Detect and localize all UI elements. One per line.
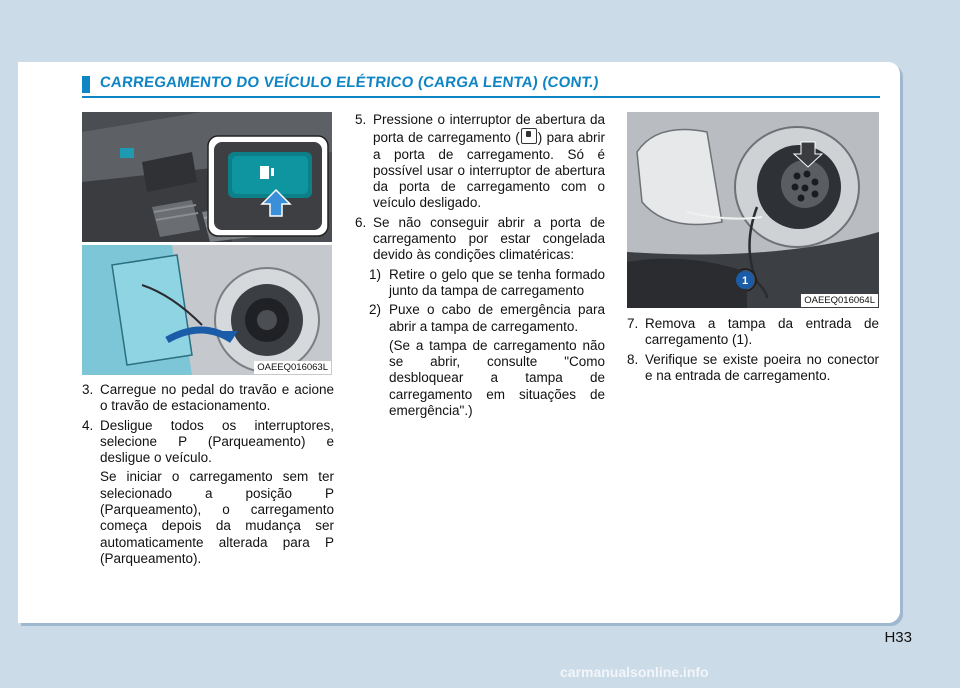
- step-7: [627, 316, 879, 349]
- step-5: [355, 112, 605, 212]
- section-header: [82, 74, 880, 96]
- charge-door-illustration: [82, 245, 332, 375]
- header-rule: [82, 96, 880, 98]
- section-title: CARREGAMENTO DO VEÍCULO ELÉTRICO (CARGA LENTA) (CONT.): [99, 74, 600, 91]
- column-3: [627, 316, 879, 387]
- step-4: [82, 418, 334, 467]
- step-4-text: Desligue todos os interruptores, selecione P (Parqueamento) e desligue o veículo.: [100, 417, 334, 466]
- step-6-sub-2: [369, 302, 605, 335]
- step-4-number: 4.: [82, 417, 94, 433]
- step-8-text: Verifique se existe poeira no conector e na entrada de carregamento.: [645, 351, 879, 383]
- figure-interior-switch: [82, 112, 332, 242]
- step-5-text-before: Pressione o interruptor de abertura da porta de carregamento (: [373, 112, 605, 146]
- step-6-sub-1: [369, 267, 605, 300]
- figure-charge-inlet: [627, 112, 879, 308]
- header-accent-bar: [82, 76, 90, 93]
- charge-inlet-illustration: [627, 112, 879, 308]
- step-3-text: Carregue no pedal do travão e acione o travão de estacionamento.: [100, 382, 334, 414]
- step-7-text: Remova a tampa da entrada de carregamento (1).: [645, 316, 879, 348]
- interior-switch-illustration: [82, 112, 332, 242]
- step-5-number: 5.: [355, 112, 367, 127]
- column-1: [82, 382, 334, 571]
- sub-2-text: Puxe o cabo de emergência para abrir a tampa de carregamento.: [389, 302, 605, 334]
- column-2: [355, 112, 605, 423]
- step-3: [82, 382, 334, 415]
- step-4-note: Se iniciar o carregamento sem ter selecionado a posição P (Parqueamento), o carregamento começa depois da mudança ser automaticamente alterada para P (Parqueamento).: [100, 469, 334, 566]
- figure-caption-right: OAEEQ016064L: [801, 294, 878, 307]
- sub-1-text: Retire o gelo que se tenha formado junto da tampa de carregamento: [389, 266, 605, 298]
- step-5-text-after: ) para abrir a porta de carregamento. Só é possível usar o interruptor de abertura da porta de carregamento com o veículo desligado.: [373, 130, 605, 211]
- watermark: carmanualsonline.info: [560, 664, 709, 680]
- step-6-text: Se não conseguir abrir a porta de carregamento por estar congelada devido às condições climatéricas:: [373, 214, 605, 263]
- step-8: [627, 352, 879, 385]
- step-7-number: 7.: [627, 316, 639, 331]
- sub-1-number: 1): [369, 266, 382, 282]
- sub-2-number: 2): [369, 302, 382, 318]
- figure-caption-left: OAEEQ016063L: [254, 361, 331, 374]
- figure-charge-door: [82, 245, 332, 375]
- step-8-number: 8.: [627, 351, 639, 367]
- step-6-number: 6.: [355, 214, 367, 230]
- charge-door-open-icon: [521, 128, 537, 144]
- page-number: H33: [884, 629, 912, 646]
- sub-2-note: (Se a tampa de carregamento não se abrir, consulte "Como desbloquear a tampa de carregamento em situações de emergência".): [389, 337, 605, 419]
- step-3-number: 3.: [82, 382, 94, 397]
- step-5-text: [373, 112, 605, 212]
- callout-number: 1: [741, 275, 749, 287]
- step-6: [355, 215, 605, 264]
